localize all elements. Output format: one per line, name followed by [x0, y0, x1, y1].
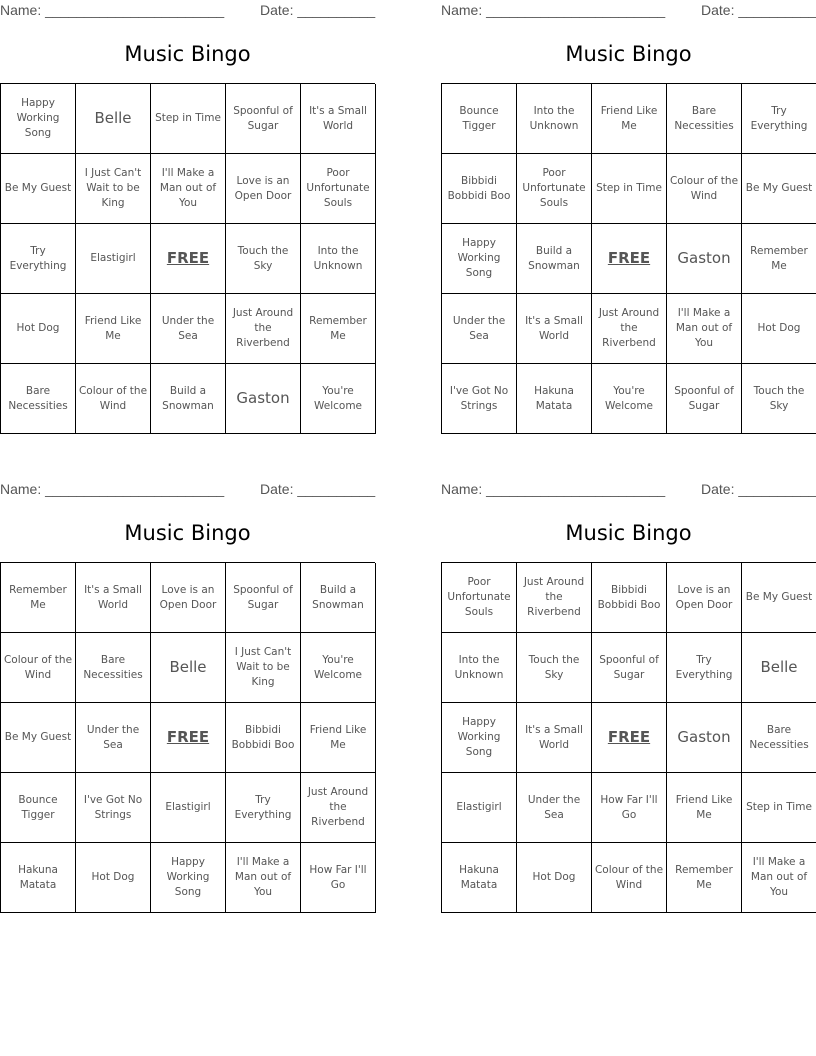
bingo-cell: Bare Necessities: [667, 84, 742, 154]
card-title: Music Bingo: [565, 42, 692, 66]
bingo-cell: Spoonful of Sugar: [667, 364, 742, 434]
bingo-cell: Try Everything: [1, 224, 76, 294]
bingo-cell: Gaston: [667, 224, 742, 294]
bingo-cell: Just Around the Riverbend: [226, 294, 301, 364]
bingo-cell: I Just Can't Wait to be King: [226, 633, 301, 703]
free-space: FREE: [151, 703, 226, 773]
bingo-grid: [441, 562, 816, 913]
bingo-cell: Hakuna Matata: [1, 843, 76, 913]
bingo-cell: Try Everything: [742, 84, 816, 154]
bingo-cell: Friend Like Me: [667, 773, 742, 843]
bingo-cell: How Far I'll Go: [301, 843, 376, 913]
bingo-cell: Belle: [742, 633, 816, 703]
bingo-cell: Just Around the Riverbend: [592, 294, 667, 364]
bingo-cell: Love is an Open Door: [667, 563, 742, 633]
bingo-card-1: [0, 0, 375, 434]
bingo-cell: Colour of the Wind: [592, 843, 667, 913]
bingo-cell: It's a Small World: [517, 703, 592, 773]
bingo-cell: It's a Small World: [517, 294, 592, 364]
bingo-cell: I Just Can't Wait to be King: [76, 154, 151, 224]
name-field: Name: _______________________: [0, 481, 225, 497]
bingo-cell: Into the Unknown: [301, 224, 376, 294]
bingo-cell: Be My Guest: [742, 154, 816, 224]
bingo-cell: Remember Me: [742, 224, 816, 294]
bingo-cell: Bare Necessities: [1, 364, 76, 434]
free-space: FREE: [592, 703, 667, 773]
bingo-cell: Gaston: [226, 364, 301, 434]
bingo-cell: Hakuna Matata: [442, 843, 517, 913]
bingo-cell: I've Got No Strings: [76, 773, 151, 843]
bingo-cell: I'll Make a Man out of You: [742, 843, 816, 913]
bingo-cell: Be My Guest: [1, 703, 76, 773]
bingo-cell: Bare Necessities: [76, 633, 151, 703]
bingo-cell: Spoonful of Sugar: [226, 563, 301, 633]
bingo-cell: Step in Time: [592, 154, 667, 224]
card-header: [0, 2, 375, 20]
date-field: Date: __________: [701, 2, 816, 18]
bingo-cell: Bounce Tigger: [1, 773, 76, 843]
bingo-cell: Happy Working Song: [151, 843, 226, 913]
card-header: [441, 481, 816, 499]
card-title: Music Bingo: [565, 521, 692, 545]
bingo-cell: Poor Unfortunate Souls: [301, 154, 376, 224]
bingo-cell: Hot Dog: [742, 294, 816, 364]
name-field: Name: _______________________: [0, 2, 225, 18]
card-title: Music Bingo: [124, 42, 251, 66]
bingo-cell: Elastigirl: [442, 773, 517, 843]
bingo-cell: Spoonful of Sugar: [592, 633, 667, 703]
date-field: Date: __________: [260, 481, 376, 497]
bingo-cell: Step in Time: [151, 84, 226, 154]
free-space: FREE: [592, 224, 667, 294]
bingo-cell: Hot Dog: [517, 843, 592, 913]
bingo-cell: Friend Like Me: [592, 84, 667, 154]
card-title: Music Bingo: [124, 521, 251, 545]
bingo-cell: Try Everything: [667, 633, 742, 703]
name-field: Name: _______________________: [441, 2, 666, 18]
bingo-cell: Colour of the Wind: [1, 633, 76, 703]
bingo-cell: Hakuna Matata: [517, 364, 592, 434]
bingo-cell: Touch the Sky: [742, 364, 816, 434]
bingo-cell: Under the Sea: [442, 294, 517, 364]
bingo-cell: Step in Time: [742, 773, 816, 843]
bingo-cell: Bare Necessities: [742, 703, 816, 773]
bingo-cell: It's a Small World: [76, 563, 151, 633]
bingo-cell: Remember Me: [1, 563, 76, 633]
bingo-cell: I'll Make a Man out of You: [667, 294, 742, 364]
bingo-cell: Happy Working Song: [442, 224, 517, 294]
bingo-cell: Under the Sea: [76, 703, 151, 773]
bingo-cell: Bibbidi Bobbidi Boo: [442, 154, 517, 224]
bingo-cell: Bounce Tigger: [442, 84, 517, 154]
bingo-cell: It's a Small World: [301, 84, 376, 154]
bingo-cell: I'll Make a Man out of You: [226, 843, 301, 913]
bingo-cell: Touch the Sky: [517, 633, 592, 703]
bingo-cell: Just Around the Riverbend: [517, 563, 592, 633]
bingo-cell: Under the Sea: [517, 773, 592, 843]
bingo-cell: Build a Snowman: [151, 364, 226, 434]
bingo-cell: Be My Guest: [742, 563, 816, 633]
bingo-cell: Bibbidi Bobbidi Boo: [592, 563, 667, 633]
bingo-cell: Poor Unfortunate Souls: [442, 563, 517, 633]
bingo-cell: Love is an Open Door: [151, 563, 226, 633]
bingo-cell: Into the Unknown: [517, 84, 592, 154]
bingo-cell: Into the Unknown: [442, 633, 517, 703]
bingo-cell: Remember Me: [301, 294, 376, 364]
bingo-cell: Colour of the Wind: [76, 364, 151, 434]
bingo-cell: Remember Me: [667, 843, 742, 913]
bingo-grid: [441, 83, 816, 434]
bingo-cell: Colour of the Wind: [667, 154, 742, 224]
bingo-cell: Belle: [151, 633, 226, 703]
bingo-cell: Friend Like Me: [76, 294, 151, 364]
bingo-cell: Build a Snowman: [517, 224, 592, 294]
date-field: Date: __________: [260, 2, 376, 18]
bingo-cell: Build a Snowman: [301, 563, 376, 633]
bingo-cell: Happy Working Song: [1, 84, 76, 154]
bingo-cell: Just Around the Riverbend: [301, 773, 376, 843]
name-field: Name: _______________________: [441, 481, 666, 497]
bingo-cell: Happy Working Song: [442, 703, 517, 773]
bingo-cell: Belle: [76, 84, 151, 154]
bingo-card-3: [0, 479, 375, 913]
bingo-cell: Under the Sea: [151, 294, 226, 364]
bingo-cell: Elastigirl: [76, 224, 151, 294]
bingo-card-2: [441, 0, 816, 434]
bingo-cell: Bibbidi Bobbidi Boo: [226, 703, 301, 773]
bingo-cell: I've Got No Strings: [442, 364, 517, 434]
bingo-cell: Friend Like Me: [301, 703, 376, 773]
bingo-cell: Try Everything: [226, 773, 301, 843]
bingo-cell: You're Welcome: [301, 633, 376, 703]
card-header: [441, 2, 816, 20]
card-header: [0, 481, 375, 499]
bingo-cell: Touch the Sky: [226, 224, 301, 294]
free-space: FREE: [151, 224, 226, 294]
date-field: Date: __________: [701, 481, 816, 497]
bingo-cell: Hot Dog: [76, 843, 151, 913]
bingo-cell: Hot Dog: [1, 294, 76, 364]
bingo-cell: Gaston: [667, 703, 742, 773]
bingo-cell: I'll Make a Man out of You: [151, 154, 226, 224]
bingo-cell: Love is an Open Door: [226, 154, 301, 224]
bingo-cell: Spoonful of Sugar: [226, 84, 301, 154]
bingo-cell: Elastigirl: [151, 773, 226, 843]
bingo-cell: You're Welcome: [301, 364, 376, 434]
bingo-cell: You're Welcome: [592, 364, 667, 434]
bingo-grid: [0, 562, 375, 913]
bingo-grid: [0, 83, 375, 434]
bingo-card-4: [441, 479, 816, 913]
bingo-cell: Be My Guest: [1, 154, 76, 224]
bingo-cell: Poor Unfortunate Souls: [517, 154, 592, 224]
bingo-cell: How Far I'll Go: [592, 773, 667, 843]
